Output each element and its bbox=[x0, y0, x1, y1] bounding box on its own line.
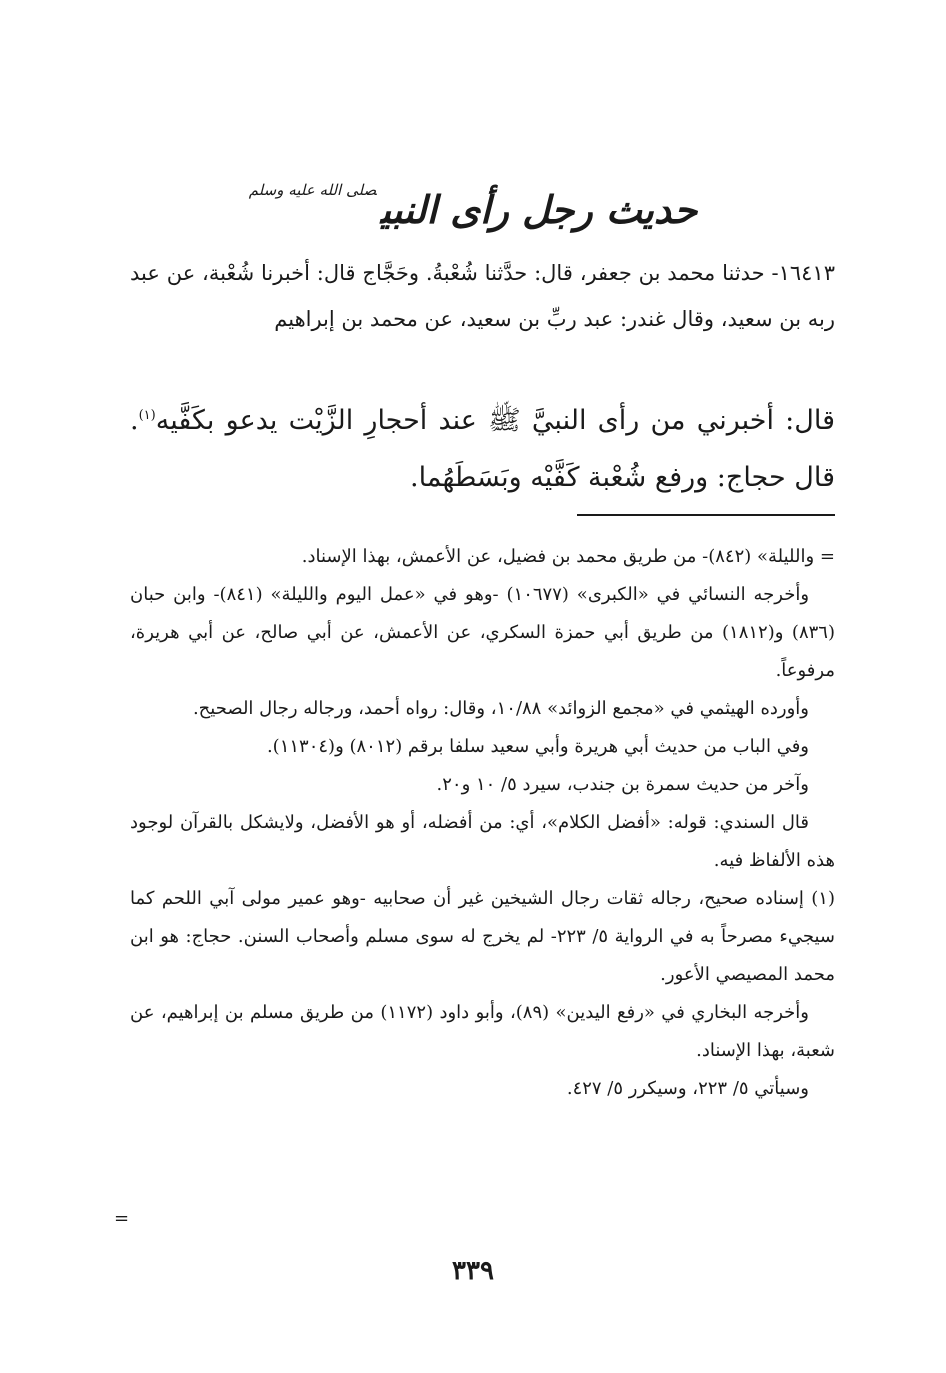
honorific-glyph: صلى الله عليه وسلم bbox=[248, 181, 377, 199]
matn-text-end: . قال حجاج: ورفع شُعْبة كَفَّيْه وبَسَطَهُما. bbox=[130, 405, 835, 493]
footnote-paragraph: = والليلة» (٨٤٢)- من طريق محمد بن فضيل، عن الأعمش، بهذا الإسناد. bbox=[301, 546, 835, 567]
footnote-paragraph: وأورده الهيثمي في «مجمع الزوائد» ١٠/٨٨، وقال: رواه أحمد، ورجاله رجال الصحيح. bbox=[192, 698, 809, 719]
footnote-paragraph: (١) إسناده صحيح، رجاله ثقات رجال الشيخين غير أن صحابيه -وهو عمير مولى آبي اللحم كما سيجيء مصرحاً به في الرواية ٥/ ٢٢٣- لم يخرج له سوى مسلم وأصحاب السنن. حجاج: هو ابن محمد المصيصي الأعور. bbox=[130, 888, 836, 985]
hadith-matn bbox=[130, 392, 835, 506]
footnote-separator bbox=[577, 514, 835, 516]
footnote-paragraph: وسيأتي ٥/ ٢٢٣، وسيكرر ٥/ ٤٢٧. bbox=[566, 1078, 809, 1099]
footnote-reference: (١) bbox=[138, 408, 156, 423]
footnote-paragraph: وفي الباب من حديث أبي هريرة وأبي سعيد سلفا برقم (٨٠١٢) و(١١٣٠٤). bbox=[266, 736, 809, 757]
page-number: ٣٣٩ bbox=[452, 1256, 494, 1286]
heading-title: حديث رجل رأى النبي bbox=[380, 187, 698, 232]
footnotes-section bbox=[130, 538, 835, 1108]
footnote-paragraph: وآخر من حديث سمرة بن جندب، سيرد ٥/ ١٠ و٢٠. bbox=[436, 774, 809, 795]
footnote-paragraph: وأخرجه البخاري في «رفع اليدين» (٨٩)، وأبو داود (١١٧٢) من طريق مسلم بن إبراهيم، عن شعبة، بهذا الإسناد. bbox=[130, 1002, 835, 1061]
hadith-isnad: ١٦٤١٣- حدثنا محمد بن جعفر، قال: حدَّثنا شُعْبةُ. وحَجَّاج قال: أخبرنا شُعْبة، عن عبد ربه بن سعيد، وقال غندر: عبد ربِّ بن سعيد، عن محمد بن إبراهيم bbox=[130, 261, 835, 331]
continuation-marker: = bbox=[114, 1208, 130, 1229]
section-heading bbox=[0, 160, 946, 240]
footnote-paragraph: قال السندي: قوله: «أفضل الكلام»، أي: من أفضله، أو هو الأفضل، ولايشكل بالقرآن لوجود هذه الألفاظ فيه. bbox=[130, 812, 835, 871]
footnote-paragraph: وأخرجه النسائي في «الكبرى» (١٠٦٧٧) -وهو في «عمل اليوم والليلة» (٨٤١)- وابن حبان (٨٣٦) و(١٨١٢) من طريق أبي حمزة السكري، عن الأعمش، عن أبي صالح، عن أبي هريرة، مرفوعاً. bbox=[130, 584, 835, 681]
matn-text: قال: أخبرني من رأى النبيَّ ﷺ عند أحجارِ الزَّيْت يدعو بكَفَّيه bbox=[155, 405, 835, 436]
